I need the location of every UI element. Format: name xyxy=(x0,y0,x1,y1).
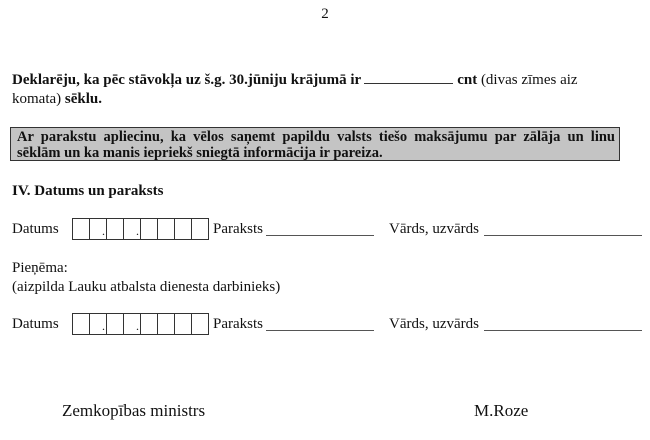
date-cell[interactable] xyxy=(141,218,158,240)
footer-title: Zemkopības ministrs xyxy=(62,401,206,420)
date-cell[interactable] xyxy=(73,218,90,240)
section-title: IV. Datums un paraksts xyxy=(12,183,164,199)
quantity-input-line[interactable] xyxy=(364,71,453,84)
date-cell[interactable] xyxy=(158,313,175,335)
name-label: Vārds, uzvārds xyxy=(389,316,479,332)
footer-name: M.Roze xyxy=(474,401,529,420)
date-cell[interactable] xyxy=(124,218,141,240)
date-label: Datums xyxy=(12,316,59,332)
date-cell[interactable] xyxy=(175,313,192,335)
date-cell[interactable] xyxy=(73,313,90,335)
declaration-text xyxy=(12,71,578,109)
date-separator: . xyxy=(136,319,139,333)
confirmation-box xyxy=(10,127,620,161)
name-label: Vārds, uzvārds xyxy=(389,221,479,237)
declaration-line-2 xyxy=(12,90,578,109)
date-input-boxes[interactable] xyxy=(72,218,209,240)
name-line[interactable] xyxy=(484,235,642,236)
date-cell[interactable] xyxy=(175,218,192,240)
page-number: 2 xyxy=(321,6,329,22)
date-cell[interactable] xyxy=(107,313,124,335)
date-cell[interactable] xyxy=(192,218,209,240)
signature-label: Paraksts xyxy=(213,221,263,237)
confirmation-line-1: Ar parakstu apliecinu, ka vēlos saņemt papildu valsts tiešo maksājumu par zālāja un linu xyxy=(17,129,615,145)
signature-line[interactable] xyxy=(266,235,374,236)
applicant-signature-row xyxy=(12,218,650,242)
declaration-bold-part2: sēklu. xyxy=(64,91,103,107)
date-cell[interactable] xyxy=(90,313,107,335)
date-cell[interactable] xyxy=(141,313,158,335)
declaration-note-part2: komata) xyxy=(12,91,62,107)
date-separator: . xyxy=(102,224,105,238)
declaration-line-1 xyxy=(12,71,578,90)
received-block xyxy=(12,259,280,297)
date-label: Datums xyxy=(12,221,59,237)
signature-line[interactable] xyxy=(266,330,374,331)
declaration-note-part1: (divas zīmes aiz xyxy=(480,72,578,88)
declaration-bold-part1: Deklarēju, ka pēc stāvokļa uz š.g. 30.jūniju krājumā ir xyxy=(12,72,362,88)
date-separator: . xyxy=(102,319,105,333)
confirmation-line-2: sēklām un ka manis iepriekš sniegtā informācija ir pareiza. xyxy=(17,145,383,161)
official-signature-row xyxy=(12,313,650,337)
date-cell[interactable] xyxy=(90,218,107,240)
date-cell[interactable] xyxy=(124,313,141,335)
date-cell[interactable] xyxy=(107,218,124,240)
date-separator: . xyxy=(136,224,139,238)
unit-label: cnt xyxy=(457,72,478,88)
date-cell[interactable] xyxy=(158,218,175,240)
signature-label: Paraksts xyxy=(213,316,263,332)
received-label: Pieņēma: xyxy=(12,260,68,276)
date-input-boxes[interactable] xyxy=(72,313,209,335)
date-cell[interactable] xyxy=(192,313,209,335)
name-line[interactable] xyxy=(484,330,642,331)
received-note: (aizpilda Lauku atbalsta dienesta darbinieks) xyxy=(12,279,281,295)
